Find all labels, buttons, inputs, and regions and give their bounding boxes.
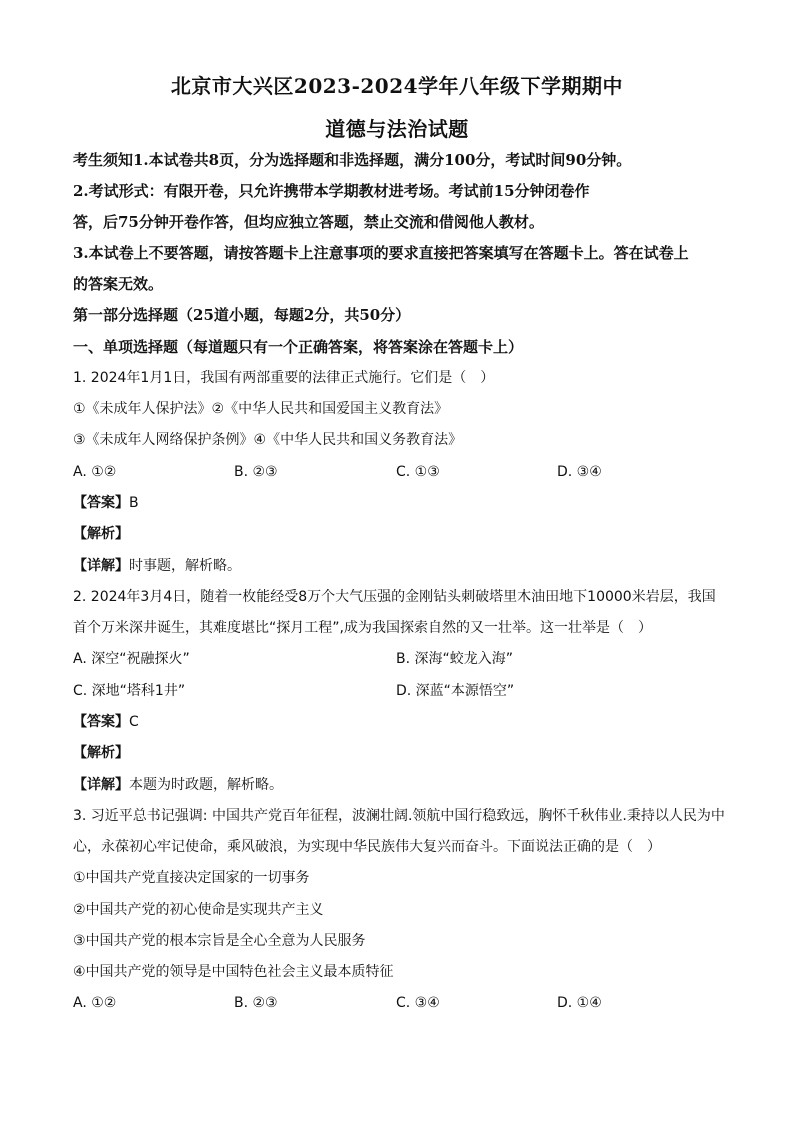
detail-text: 时事题，解析略。 (129, 558, 241, 574)
q2-option-a: A. 深空“祝融探火” (73, 651, 190, 667)
instruction-line-4: 3.本试卷上不要答题，请按答题卡上注意事项的要求直接把答案填写在答题卡上。答在试卷上 (73, 244, 689, 262)
instruction-line-5: 的答案无效。 (73, 275, 164, 293)
analysis-label: 【解析】 (73, 745, 129, 761)
answer-value: B (129, 495, 139, 511)
q3-item-1: ①中国共产党直接决定国家的一切事务 (73, 870, 310, 886)
q3-stem-line-2: 心，永葆初心牢记使命，乘风破浪，为实现中华民族伟大复兴而奋斗。下面说法正确的是（ ） (73, 839, 661, 855)
exam-title: 北京市大兴区2023-2024学年八年级下学期期中 (170, 74, 624, 98)
analysis-label: 【解析】 (73, 526, 129, 542)
instruction-line-2: 2.考试形式：有限开卷，只允许携带本学期教材进考场。考试前15分钟闭卷作 (73, 182, 590, 200)
q2-option-b: B. 深海“蛟龙入海” (396, 651, 514, 667)
q1-item-line-1: ①《未成年人保护法》②《中华人民共和国爱国主义教育法》 (73, 401, 449, 417)
answer-value: C (129, 714, 139, 730)
q2-stem-line-1: 2. 2024年3月4日，随着一枚能经受8万个大气压强的金刚钻头刺破塔里木油田地下10000米岩层，我国 (73, 589, 716, 605)
q2-stem-line-2: 首个万米深井诞生，其难度堪比“探月工程”,成为我国探索自然的又一壮举。这一壮举是（ ） (73, 620, 652, 636)
q1-analysis (73, 524, 733, 544)
q2-option-c: C. 深地“塔科1井” (73, 683, 186, 699)
section-part-heading: 第一部分选择题（25道小题，每题2分，共50分） (73, 306, 411, 324)
section-type-heading: 一、单项选择题（每道题只有一个正确答案，将答案涂在答题卡上） (73, 338, 524, 356)
q3-option-a: A. ①② (73, 995, 117, 1011)
detail-label: 【详解】 (73, 558, 129, 574)
answer-label: 【答案】 (73, 714, 129, 730)
q2-detail (73, 775, 733, 795)
answer-label: 【答案】 (73, 495, 129, 511)
instruction-line-3: 答，后75分钟开卷作答，但均应独立答题，禁止交流和借阅他人教材。 (73, 213, 544, 231)
instruction-line-1: 考生须知1.本试卷共8页，分为选择题和非选择题，满分100分，考试时间90分钟。 (73, 151, 632, 169)
q1-option-a: A. ①② (73, 464, 117, 480)
q1-option-b: B. ②③ (234, 464, 278, 480)
q3-option-c: C. ③④ (396, 995, 440, 1011)
q1-detail (73, 556, 733, 576)
q1-answer (73, 493, 733, 513)
detail-text: 本题为时政题，解析略。 (129, 777, 283, 793)
q3-item-2: ②中国共产党的初心使命是实现共产主义 (73, 902, 324, 918)
q3-item-4: ④中国共产党的领导是中国特色社会主义最本质特征 (73, 964, 394, 980)
q3-stem-line-1: 3. 习近平总书记强调: 中国共产党百年征程，波澜壮阔.领航中国行稳致远，胸怀千秋伟业.秉持以人民为中 (73, 808, 725, 824)
q1-stem: 1. 2024年1月1日，我国有两部重要的法律正式施行。它们是（ ） (73, 370, 495, 386)
q1-option-c: C. ①③ (396, 464, 440, 480)
detail-label: 【详解】 (73, 777, 129, 793)
q2-option-d: D. 深蓝“本源悟空” (396, 683, 515, 699)
exam-subtitle: 道德与法治试题 (325, 117, 469, 141)
q3-option-b: B. ②③ (234, 995, 278, 1011)
q3-option-d: D. ①④ (557, 995, 602, 1011)
q2-analysis (73, 743, 733, 763)
q1-option-d: D. ③④ (557, 464, 602, 480)
q2-answer (73, 712, 733, 732)
q3-item-3: ③中国共产党的根本宗旨是全心全意为人民服务 (73, 933, 366, 949)
q1-item-line-2: ③《未成年人网络保护条例》④《中华人民共和国义务教育法》 (73, 432, 463, 448)
